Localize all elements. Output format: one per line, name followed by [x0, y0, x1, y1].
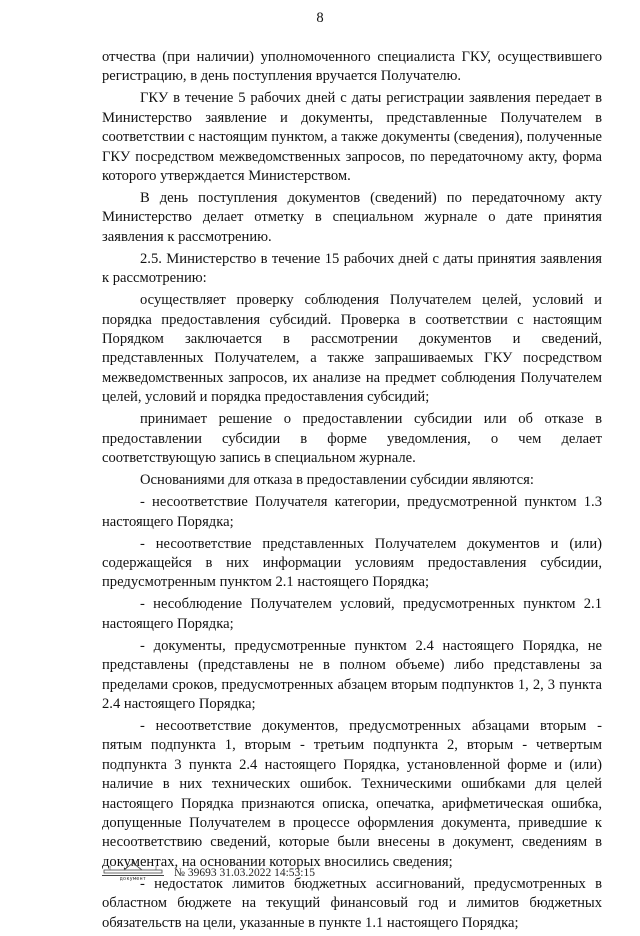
document-registration-number: № 39693 31.03.2022 14:53:15 — [174, 867, 315, 879]
paragraph: - несоблюдение Получателем условий, предусмотренных пунктом 2.1 настоящего Порядка; — [102, 596, 602, 632]
paragraph: Основаниями для отказа в предоставлении субсидии являются: — [140, 472, 534, 489]
paragraph: отчества (при наличии) уполномоченного специалиста ГКУ, осуществившего регистрацию, в день поступления вручается Получателю. — [102, 49, 602, 85]
paragraph: ГКУ в течение 5 рабочих дней с даты регистрации заявления передает в Министерство заявление и документы, представленные Получателем в соответствии с настоящим пунктом, а также документы (сведения), полученные ГКУ посредством межведомственных запросов, по передаточному акту, форма которого утверждается Министерством. — [102, 90, 602, 185]
paragraph: - несоответствие представленных Получателем документов и (или) содержащейся в них информации условиям предоставления субсидии, предусмотренным пунктом 2.1 настоящего Порядка; — [102, 535, 602, 591]
paragraph: 2.5. Министерство в течение 15 рабочих дней с даты принятия заявления к рассмотрению: — [102, 250, 602, 287]
page-number: 8 — [316, 10, 324, 26]
paragraph: принимает решение о предоставлении субсидии или об отказе в предоставлении субсидии в форме уведомления, о чем делает соответствующую запись в специальном журнале. — [102, 411, 602, 467]
paragraph: - недостаток лимитов бюджетных ассигнований, предусмотренных в областном бюджете на текущий финансовый год и лимитов бюджетных обязательств на цели, указанные в пункте 1.1 настоящего Порядка; — [102, 875, 602, 931]
paragraph: осуществляет проверку соблюдения Получателем целей, условий и порядка предоставления субсидий. Проверка в соответствии с настоящим Порядком заключается в рассмотрении документов и сведений, представленных Получателем, а также запрашиваемых ГКУ посредством межведомственных запросов, их анализе на предмет соблюдения Получателем целей, условий и порядка предоставления субсидий; — [102, 292, 602, 406]
document-body — [102, 48, 602, 936]
paragraph: - несоответствие документов, предусмотренных абзацами вторым - пятым подпункта 1, вторым - третьим подпункта 2, вторым - четвертым подпункта 3 пункта 2.4 настоящего Порядка, установленной форме и (или) наличие в них технических ошибок. Техническими ошибками для целей настоящего Порядка признаются описка, опечатка, арифметическая ошибка, допущенные Получателем в процессе оформления документа, приведшие к несоответствию сведений, которые были внесены в документ, сведениям в документах, на основании которых вносились сведения; — [102, 717, 602, 870]
paragraph: В день поступления документов (сведений) по передаточному акту Министерство делает отметку в специальном журнале о дате принятия заявления к рассмотрению. — [102, 190, 602, 245]
paragraph: - несоответствие Получателя категории, предусмотренной пунктом 1.3 настоящего Порядка; — [102, 494, 602, 530]
building-emblem-icon — [102, 861, 164, 875]
stamp-caption: документ — [119, 876, 147, 882]
registration-stamp-logo — [102, 861, 164, 887]
paragraph: - документы, предусмотренные пунктом 2.4 настоящего Порядка, не представлены (представлены не в полном объеме) либо представлены за пределами сроков, предусмотренных абзацем вторым подпунктов 1, 2, 3 пункта 2.4 настоящего Порядка; — [102, 637, 602, 712]
